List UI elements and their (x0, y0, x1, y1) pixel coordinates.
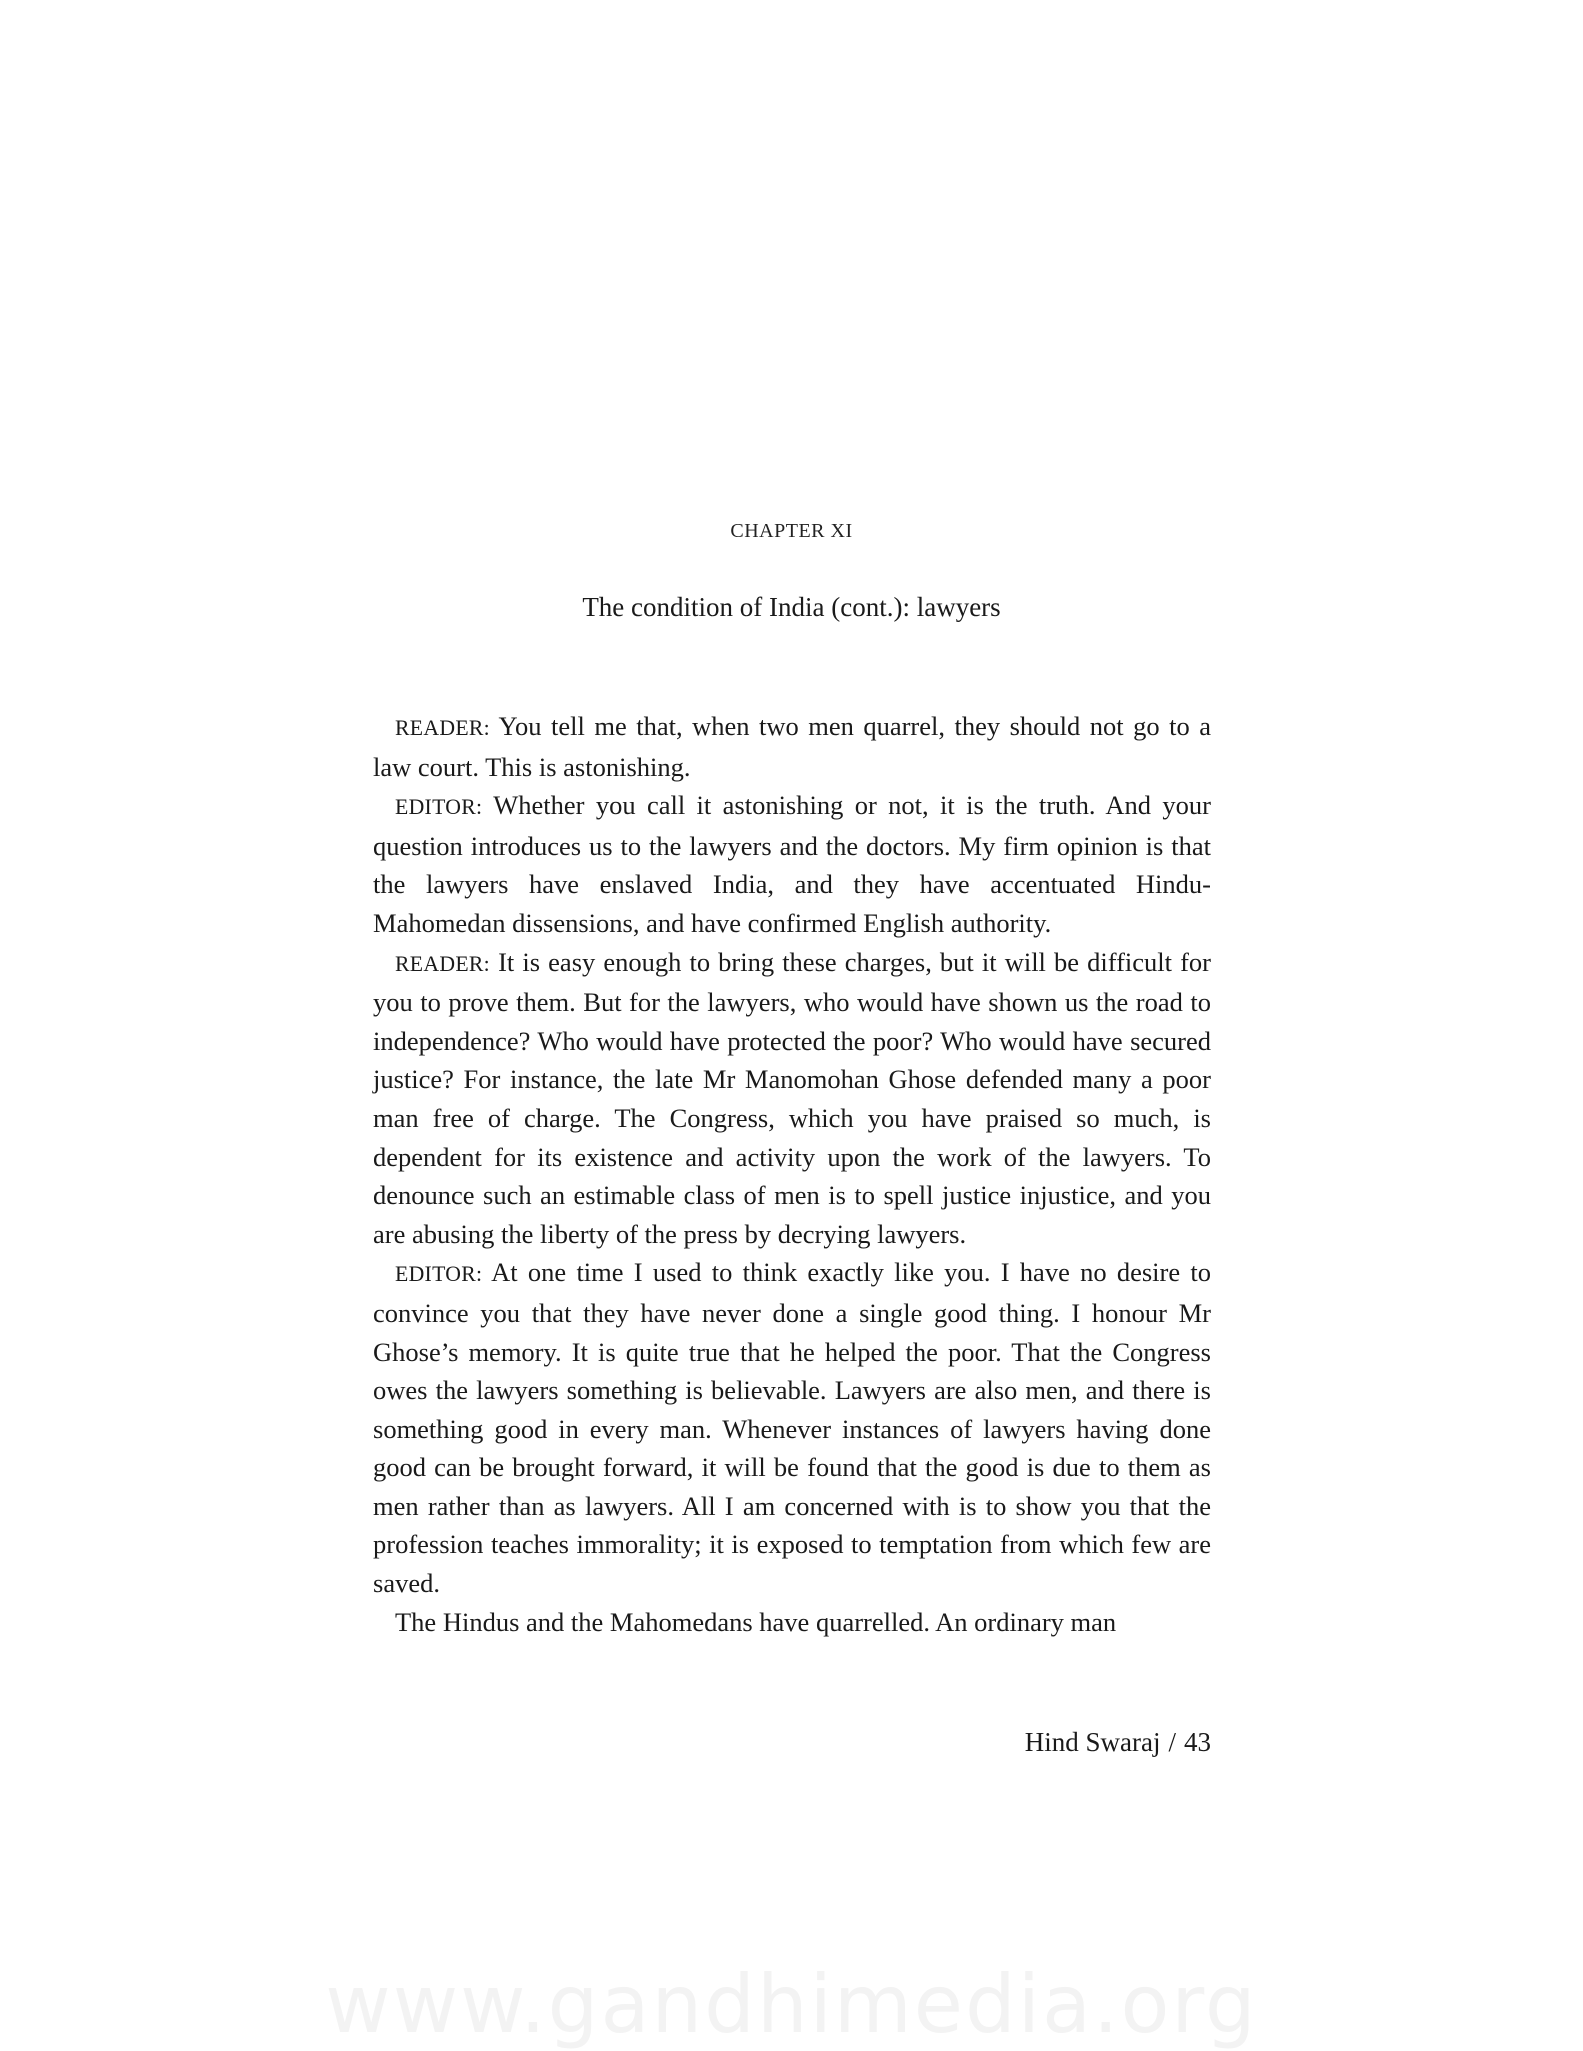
paragraph-text: It is easy enough to bring these charges, but it will be difficult for you to prove them. But for the lawyers, who would have shown us the road to independence? Who would have protected the poor? Who would have secured justice? For instance, the late Mr Manomohan Ghose defended many a poor man free of charge. The Congress, which you have praised so much, is dependent for its existence and activity upon the work of the lawyers. To denounce such an estimable class of men is to spell justice injustice, and you are abusing the liberty of the press by decrying lawyers. (373, 946, 1211, 1249)
paragraph (373, 943, 1211, 1254)
paragraph-text: The Hindus and the Mahomedans have quarrelled. An ordinary man (395, 1606, 1117, 1637)
book-title: Hind Swaraj (1024, 1727, 1161, 1757)
paragraph (373, 707, 1211, 786)
paragraph-text: At one time I used to think exactly like you. I have no desire to convince you that they have never done a single good thing. I honour Mr Ghose’s memory. It is quite true that he helped the poor. That the Congress owes the lawyers something is believable. Lawyers are also men, and there is something good in every man. Whenever instances of lawyers having done good can be brought forward, it will be found that the good is due to them as men rather than as lawyers. All I am concerned with is to show you that the profession teaches immorality; it is exposed to temptation from which few are saved. (373, 1257, 1211, 1599)
speaker-label: READER: (395, 716, 491, 740)
body-text (373, 707, 1211, 1643)
chapter-title: The condition of India (cont.): lawyers (582, 592, 1001, 622)
paragraph (373, 786, 1211, 942)
speaker-label: READER: (395, 951, 491, 976)
page-footer (900, 1727, 1211, 1758)
footer-separator: / (1168, 1727, 1176, 1757)
page-number: 43 (1184, 1727, 1211, 1757)
paragraph (373, 1603, 1211, 1644)
paragraph-text: Whether you call it astonishing or not, it is the truth. And your question introduces us to the lawyers and the doctors. My firm opinion is that the lawyers have enslaved India, and they have accentuated Hindu-Mahomedan dissensions, and have confirmed English authority. (373, 790, 1211, 938)
paragraph (373, 1253, 1211, 1602)
watermark: www.gandhimedia.org (325, 1958, 1258, 2051)
speaker-label: EDITOR: (395, 795, 483, 820)
speaker-label: EDITOR: (395, 1262, 483, 1287)
paragraph-text: You tell me that, when two men quarrel, they should not go to a law court. This is astonishing. (373, 711, 1211, 782)
chapter-label: CHAPTER XI (730, 520, 853, 542)
